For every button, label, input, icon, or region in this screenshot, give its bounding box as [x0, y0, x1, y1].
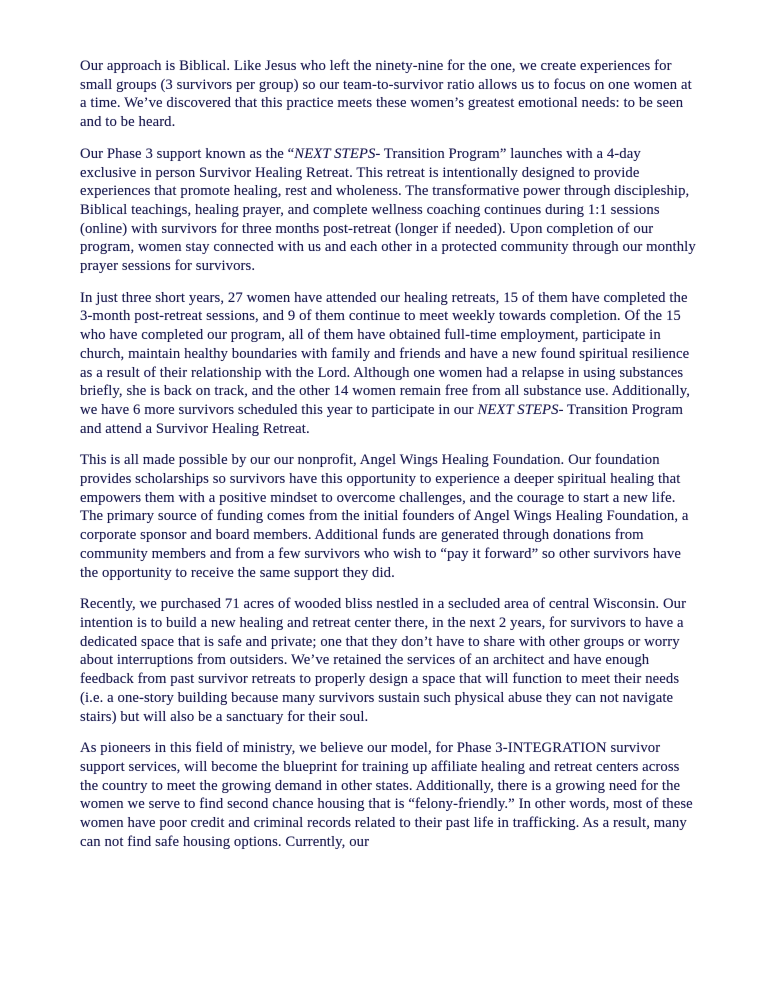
text-run: - Transition Program and attend a Survivor Healing Retreat.: [80, 401, 683, 437]
text-run: Our Phase 3 support known as the “: [80, 145, 295, 162]
paragraph: [80, 595, 700, 726]
text-run-italic: NEXT STEPS: [477, 401, 559, 418]
text-run: As pioneers in this field of ministry, we believe our model, for Phase 3-INTEGRATION survivor support services, will become the blueprint for training up affiliate healing and retreat centers across the country to meet the growing demand in other states. Additionally, there is a growing need for the women we serve to find second chance housing that is “felony-friendly.” In other words, most of these women have poor credit and criminal records related to their past life in trafficking. As a result, many can not find safe housing options. Currently, our: [80, 740, 693, 850]
text-run: In just three short years, 27 women have attended our healing retreats, 15 of them have completed the 3-month post-retreat sessions, and 9 of them continue to meet weekly towards completion. Of the 15 who have completed our program, all of them have obtained full-time employment, participate in church, maintain healthy boundaries with family and friends and have a new found spiritual resilience as a result of their relationship with the Lord. Although one women had a relapse in using substances briefly, she is back on track, and the other 14 women remain free from all substance use. Additionally, we have 6 more survivors scheduled this year to participate in our: [80, 289, 690, 418]
text-run: This is all made possible by our our nonprofit, Angel Wings Healing Foundation. Our foundation provides scholarships so survivors have this opportunity to experience a deeper spiritual healing that empowers them with a positive mindset to overcome challenges, and the courage to start a new life. The primary source of funding comes from the initial founders of Angel Wings Healing Foundation, a corporate sponsor and board members. Additional funds are generated through donations from community members and from a few survivors who wish to “pay it forward” so other survivors have the opportunity to receive the same support they did.: [80, 452, 689, 581]
text-run: Our approach is Biblical. Like Jesus who left the ninety-nine for the one, we create experiences for small groups (3 survivors per group) so our team-to-survivor ratio allows us to focus on one women at a time. We’ve discovered that this practice meets these women’s greatest emotional needs: to be seen and to be heard.: [80, 58, 692, 131]
text-run-italic: NEXT STEPS: [294, 145, 376, 162]
paragraph: [80, 145, 700, 276]
paragraph: [80, 739, 700, 851]
paragraph: [80, 289, 700, 439]
document-body: [80, 57, 700, 851]
text-run: - Transition Program” launches with a 4-day exclusive in person Survivor Healing Retreat. This retreat is intentionally designed to provide experiences that promote healing, rest and wholeness. The transformative power through discipleship, Biblical teachings, healing prayer, and complete wellness coaching continues during 1:1 sessions (online) with survivors for three months post-retreat (longer if needed). Upon completion of our program, women stay connected with us and each other in a protected community through our monthly prayer sessions for survivors.: [80, 145, 696, 275]
paragraph: [80, 451, 700, 582]
paragraph: [80, 57, 700, 132]
text-run: Recently, we purchased 71 acres of wooded bliss nestled in a secluded area of central Wisconsin. Our intention is to build a new healing and retreat center there, in the next 2 years, for survivors to have a dedicated space that is safe and private; one that they don’t have to share with other groups or worry about interruptions from outsiders. We’ve retained the services of an architect and have enough feedback from past survivor retreats to properly design a space that will function to meet their needs (i.e. a one-story building because many survivors sustain such physical abuse they can not navigate stairs) but will also be a sanctuary for their soul.: [80, 596, 687, 725]
